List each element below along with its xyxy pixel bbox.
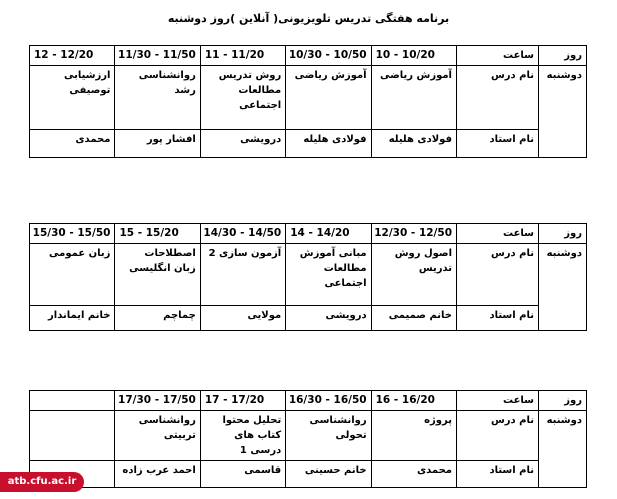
teacher-cell: فولادی هلیله xyxy=(371,130,456,158)
time-header: ساعت xyxy=(457,46,539,66)
time-slot: 10/20 - 10 xyxy=(371,46,456,66)
time-slot: 12/20 - 12 xyxy=(30,46,115,66)
teacher-cell: چماچم xyxy=(115,306,200,331)
course-header: نام درس xyxy=(457,244,539,306)
time-slot xyxy=(30,391,115,411)
day-name: دوشنبه xyxy=(539,244,587,331)
course-cell: زبان عمومی xyxy=(30,244,115,306)
time-slot: 15/50 - 15/30 xyxy=(30,224,115,244)
teacher-header: نام استاد xyxy=(457,306,539,331)
teacher-header: نام استاد xyxy=(457,130,539,158)
time-slot: 12/50 - 12/30 xyxy=(371,224,456,244)
site-logo-link[interactable]: atb.cfu.ac.ir xyxy=(0,472,84,492)
course-cell: روانشناسی تربیتی xyxy=(115,411,200,461)
time-header: ساعت xyxy=(457,224,539,244)
course-cell: تحلیل محتوا کتاب های درسی 1 xyxy=(200,411,285,461)
teacher-cell: احمد عرب زاده xyxy=(115,461,200,488)
course-cell xyxy=(30,411,115,461)
time-slot: 14/20 - 14 xyxy=(286,224,371,244)
teacher-cell: فولادی هلیله xyxy=(286,130,371,158)
course-cell: آموزش ریاضی xyxy=(371,66,456,130)
course-cell: مبانی آموزش مطالعات اجتماعی xyxy=(286,244,371,306)
time-slot: 11/50 - 11/30 xyxy=(115,46,200,66)
teacher-cell: قاسمی xyxy=(200,461,285,488)
course-cell: ارزشیابی توصیفی xyxy=(30,66,115,130)
teacher-cell: درویشی xyxy=(200,130,285,158)
teacher-cell: درویشی xyxy=(286,306,371,331)
schedule-table-2 xyxy=(29,223,587,331)
teacher-cell: خانم ایماندار xyxy=(30,306,115,331)
day-name: دوشنبه xyxy=(539,66,587,158)
schedule-table-3 xyxy=(29,390,587,488)
page-title: برنامه هفتگی تدریس تلویزیونی( آنلاین )روز دوشنبه xyxy=(167,12,450,25)
time-slot: 11/20 - 11 xyxy=(200,46,285,66)
time-header: ساعت xyxy=(457,391,539,411)
course-cell: پروژه xyxy=(371,411,456,461)
time-slot: 16/20 - 16 xyxy=(371,391,456,411)
course-header: نام درس xyxy=(457,66,539,130)
course-cell: اصول روش تدریس xyxy=(371,244,456,306)
teacher-cell: محمدی xyxy=(371,461,456,488)
teacher-cell: محمدی xyxy=(30,130,115,158)
course-cell: روش تدریس مطالعات اجتماعی xyxy=(200,66,285,130)
day-header: روز xyxy=(539,391,587,411)
teacher-cell: خانم حسینی xyxy=(286,461,371,488)
course-header: نام درس xyxy=(457,411,539,461)
schedule-table-1 xyxy=(29,45,587,158)
teacher-header: نام استاد xyxy=(457,461,539,488)
time-slot: 16/50 - 16/30 xyxy=(286,391,371,411)
course-cell: روانشناسی رشد xyxy=(115,66,200,130)
teacher-cell: خانم صمیمی xyxy=(371,306,456,331)
time-slot: 10/50 - 10/30 xyxy=(286,46,371,66)
day-header: روز xyxy=(539,224,587,244)
teacher-cell: افشار پور xyxy=(115,130,200,158)
course-cell: آموزش ریاضی xyxy=(286,66,371,130)
course-cell: روانشناسی تحولی xyxy=(286,411,371,461)
time-slot: 17/50 - 17/30 xyxy=(115,391,200,411)
day-name: دوشنبه xyxy=(539,411,587,488)
time-slot: 15/20 - 15 xyxy=(115,224,200,244)
time-slot: 14/50 - 14/30 xyxy=(200,224,285,244)
day-header: روز xyxy=(539,46,587,66)
course-cell: آزمون سازی 2 xyxy=(200,244,285,306)
time-slot: 17/20 - 17 xyxy=(200,391,285,411)
teacher-cell: مولایی xyxy=(200,306,285,331)
course-cell: اصطلاحات زبان انگلیسی xyxy=(115,244,200,306)
